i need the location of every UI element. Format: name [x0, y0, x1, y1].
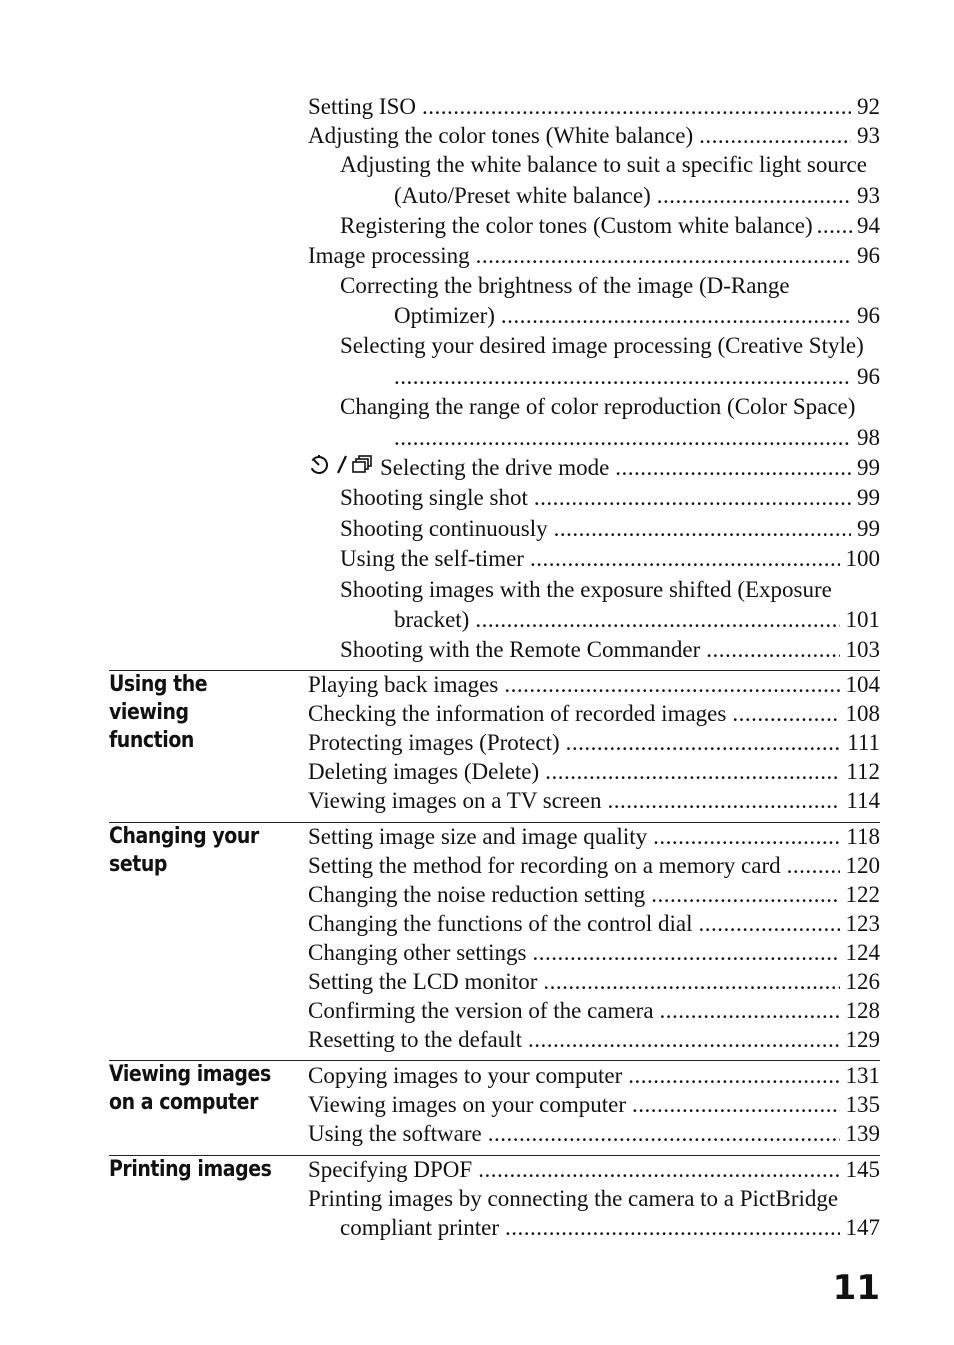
leader-dots [787, 851, 840, 880]
leader-dots [554, 513, 851, 544]
leader-dots [530, 544, 840, 574]
entry-page: 93 [857, 183, 880, 208]
entry-page: 99 [857, 455, 880, 480]
toc-entry[interactable] [308, 967, 880, 996]
toc-section-printing [308, 1155, 880, 1242]
entry-title: Setting image size and image quality [308, 824, 648, 849]
section-title-line: Printing images [109, 1157, 272, 1182]
toc-entry[interactable] [308, 1025, 880, 1054]
entry-page: 103 [845, 637, 880, 662]
entry-title: Using the self-timer [340, 546, 524, 571]
leader-dots [732, 699, 839, 728]
toc-entry[interactable] [308, 728, 880, 757]
leader-dots [475, 605, 839, 635]
leader-dots [528, 1025, 840, 1054]
toc-entry[interactable] [308, 92, 880, 121]
entry-title-line[interactable]: Shooting images with the exposure shifted (Exposure [340, 577, 832, 602]
toc-entry[interactable] [308, 699, 880, 728]
section-title-viewing [109, 671, 272, 755]
toc-section-viewing [308, 670, 880, 815]
toc-entry[interactable] [308, 422, 880, 453]
entry-title: Changing the noise reduction setting [308, 882, 646, 907]
entry-title: Checking the information of recorded images [308, 701, 727, 726]
entry-title: Registering the color tones (Custom white balance) [340, 213, 813, 238]
entry-title: Setting the method for recording on a memory card [308, 853, 781, 878]
leader-dots [543, 967, 839, 996]
entry-title: Viewing images on a TV screen [308, 788, 602, 813]
entry-title: Copying images to your computer [308, 1063, 623, 1088]
entry-page: 118 [846, 824, 880, 849]
entry-page: 145 [845, 1157, 880, 1182]
entry-page: 123 [845, 911, 880, 936]
entry-title-line[interactable]: Changing the range of color reproduction (Color Space) [340, 394, 856, 419]
toc-section-setup [308, 822, 880, 1054]
leader-dots [817, 211, 853, 241]
entry-title: Playing back images [308, 672, 499, 697]
entry-title: Shooting continuously [340, 516, 548, 541]
leader-dots [657, 180, 851, 211]
entry-page: 98 [857, 425, 880, 450]
toc-entry[interactable] [308, 241, 880, 271]
entry-title: Deleting images (Delete) [308, 759, 540, 784]
leader-dots [505, 1213, 839, 1242]
entry-page: 114 [846, 788, 880, 813]
leader-dots [501, 301, 851, 331]
entry-page: 126 [845, 969, 880, 994]
toc-entry[interactable] [308, 453, 880, 483]
leader-dots [660, 996, 840, 1025]
entry-title: Setting the LCD monitor [308, 969, 538, 994]
leader-dots [566, 728, 842, 757]
leader-dots [628, 1061, 839, 1090]
entry-title: Using the software [308, 1121, 482, 1146]
leader-dots [615, 453, 851, 483]
section-title-printing [109, 1156, 272, 1184]
entry-page: 100 [845, 546, 880, 571]
section-title-line: Using the viewing [109, 672, 208, 725]
entry-title: Specifying DPOF [308, 1157, 473, 1182]
toc-entry[interactable] [308, 635, 880, 665]
entry-page: 139 [845, 1121, 880, 1146]
leader-dots [706, 635, 839, 665]
section-title-line: on a computer [109, 1090, 258, 1115]
toc-entry[interactable] [308, 786, 880, 815]
entry-page: 124 [845, 940, 880, 965]
leader-dots [394, 422, 851, 453]
entry-title: (Auto/Preset white balance) [394, 183, 651, 208]
entry-title: compliant printer [340, 1215, 500, 1240]
toc-entry[interactable] [308, 996, 880, 1025]
entry-title: Optimizer) [394, 303, 495, 328]
section-title-computer [109, 1061, 272, 1117]
leader-dots [651, 880, 839, 909]
leader-dots [394, 361, 851, 392]
entry-page: 96 [857, 303, 880, 328]
entry-page: 96 [857, 243, 880, 268]
entry-title: Changing the functions of the control dial [308, 911, 693, 936]
toc-entry[interactable] [308, 513, 880, 544]
section-title-line: function [109, 728, 194, 753]
section-title-line: setup [109, 852, 168, 877]
entry-page: 128 [845, 998, 880, 1023]
entry-title: Shooting single shot [340, 485, 528, 510]
entry-page: 131 [845, 1063, 880, 1088]
entry-page: 112 [846, 759, 880, 784]
entry-page: 96 [857, 364, 880, 389]
leader-dots [476, 241, 851, 271]
entry-title: Image processing [308, 243, 470, 268]
entry-page: 111 [847, 730, 880, 755]
section-title-line: Changing your [109, 824, 259, 849]
toc-entry[interactable] [308, 483, 880, 513]
entry-page: 122 [845, 882, 880, 907]
entry-title-line[interactable]: Adjusting the white balance to suit a specific light source [340, 152, 867, 177]
section-title-setup [109, 823, 272, 879]
entry-title: bracket) [394, 607, 470, 632]
entry-page: 147 [845, 1215, 880, 1240]
leader-dots [478, 1155, 839, 1184]
leader-dots [545, 757, 840, 786]
toc-entry[interactable] [308, 757, 880, 786]
self-timer-icon [308, 453, 332, 475]
toc-entry[interactable] [308, 211, 880, 241]
entry-page: 104 [845, 672, 880, 697]
section-title-line: Viewing images [109, 1062, 271, 1087]
entry-title: Resetting to the default [308, 1027, 522, 1052]
entry-title: Changing other settings [308, 940, 527, 965]
leader-dots [504, 670, 839, 699]
leader-dots [699, 121, 851, 150]
entry-title: Viewing images on your computer [308, 1092, 626, 1117]
toc-entry[interactable] [308, 605, 880, 635]
toc-entry[interactable] [308, 670, 880, 699]
toc-entry[interactable] [308, 938, 880, 967]
drive-mode-icons [308, 453, 374, 475]
entry-title-line[interactable]: Selecting your desired image processing (Creative Style) [340, 333, 864, 358]
leader-dots [632, 1090, 840, 1119]
toc-entry[interactable] [308, 822, 880, 851]
leader-dots [532, 938, 839, 967]
continuous-shooting-icon [352, 453, 374, 475]
entry-page: 94 [857, 213, 880, 238]
entry-page: 129 [845, 1027, 880, 1052]
slash-icon [336, 453, 348, 475]
entry-title: Shooting with the Remote Commander [340, 637, 701, 662]
entry-title: Protecting images (Protect) [308, 730, 560, 755]
toc-entry[interactable] [308, 851, 880, 880]
leader-dots [422, 92, 851, 121]
toc-entry[interactable] [308, 1090, 880, 1119]
entry-page: 99 [857, 516, 880, 541]
entry-page: 101 [845, 607, 880, 632]
toc-entry[interactable] [308, 301, 880, 331]
entry-title-line[interactable]: Correcting the brightness of the image (D-Range [340, 273, 790, 298]
toc-entry[interactable] [308, 180, 880, 211]
toc-entry[interactable] [308, 1213, 880, 1242]
entry-page: 135 [845, 1092, 880, 1117]
toc-section-shooting [308, 92, 880, 665]
page-number: 11 [832, 1268, 880, 1308]
leader-dots [488, 1119, 840, 1148]
toc-entry[interactable] [308, 1061, 880, 1090]
entry-page: 120 [845, 853, 880, 878]
leader-dots [534, 483, 851, 513]
leader-dots [699, 909, 840, 938]
entry-title: Selecting the drive mode [380, 455, 610, 480]
leader-dots [653, 822, 840, 851]
toc-entry[interactable] [308, 361, 880, 392]
entry-title: Confirming the version of the camera [308, 998, 654, 1023]
toc-entry[interactable] [308, 1119, 880, 1148]
toc-entry[interactable] [308, 121, 880, 150]
toc-entry[interactable] [308, 544, 880, 574]
entry-page: 99 [857, 485, 880, 510]
entry-title-line[interactable]: Printing images by connecting the camera to a PictBridge [308, 1186, 839, 1211]
toc-entry[interactable] [308, 909, 880, 938]
toc-entry[interactable] [308, 880, 880, 909]
entry-page: 108 [845, 701, 880, 726]
entry-page: 93 [857, 123, 880, 148]
entry-title: Setting ISO [308, 94, 416, 119]
toc-entry[interactable] [308, 1155, 880, 1184]
entry-page: 92 [857, 94, 880, 119]
leader-dots [608, 786, 841, 815]
toc-section-computer [308, 1061, 880, 1148]
entry-title: Adjusting the color tones (White balance) [308, 123, 694, 148]
